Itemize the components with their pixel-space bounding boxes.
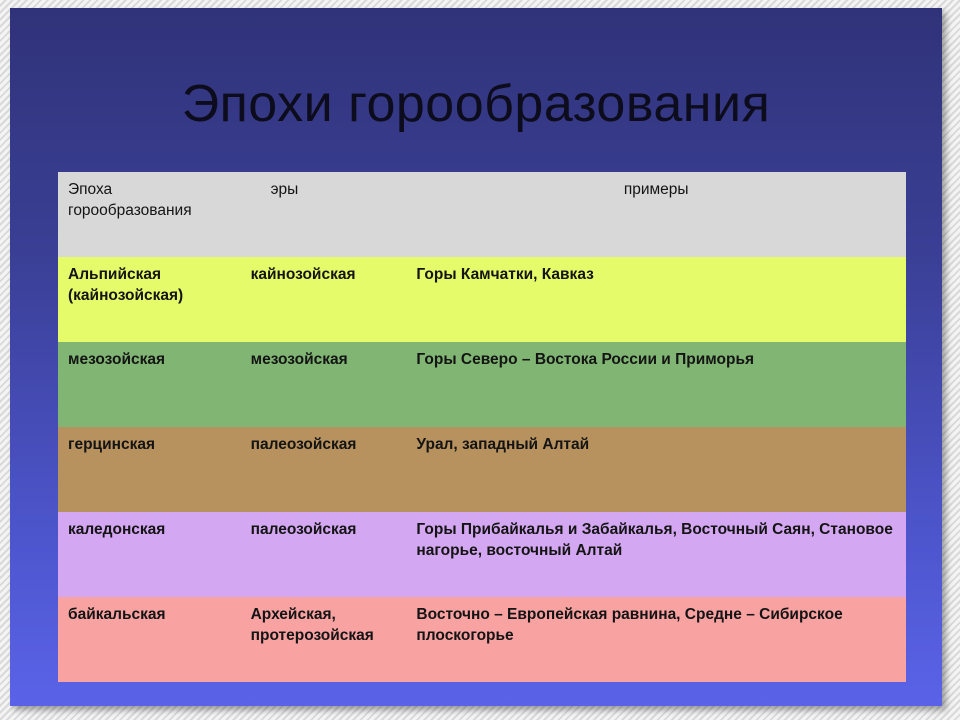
cell-examples: Горы Камчатки, Кавказ — [416, 266, 594, 283]
table-row — [58, 342, 906, 427]
table-row — [58, 427, 906, 512]
cell-era: палеозойская — [250, 521, 357, 538]
table-row — [58, 597, 906, 682]
header-examples: примеры — [623, 181, 689, 198]
cell-epoch: мезозойская — [68, 351, 166, 368]
cell-epoch: байкальская — [68, 606, 166, 623]
cell-era: палеозойская — [250, 436, 357, 453]
header-epoch: Эпоха горообразования — [68, 181, 192, 219]
cell-examples: Горы Прибайкалья и Забайкалья, Восточный Саян, Становое нагорье, восточный Алтай — [416, 521, 893, 559]
cell-epoch: Альпийская (кайнозойская) — [68, 266, 184, 304]
slide-title: Эпохи горообразования — [181, 75, 771, 133]
mountain-building-table — [58, 172, 906, 682]
header-era: эры — [270, 181, 299, 198]
table-row — [58, 512, 906, 597]
table-row — [58, 257, 906, 342]
cell-epoch: каледонская — [68, 521, 166, 538]
cell-examples: Восточно – Европейская равнина, Средне – Сибирское плоскогорье — [416, 606, 843, 644]
cell-examples: Урал, западный Алтай — [416, 436, 590, 453]
cell-examples: Горы Северо – Востока России и Приморья — [416, 351, 755, 368]
slide — [10, 8, 942, 706]
cell-era: кайнозойская — [250, 266, 356, 283]
table-header-row — [58, 172, 906, 257]
cell-epoch: герцинская — [68, 436, 156, 453]
cell-era: Архейская, протерозойская — [250, 606, 374, 644]
cell-era: мезозойская — [250, 351, 348, 368]
